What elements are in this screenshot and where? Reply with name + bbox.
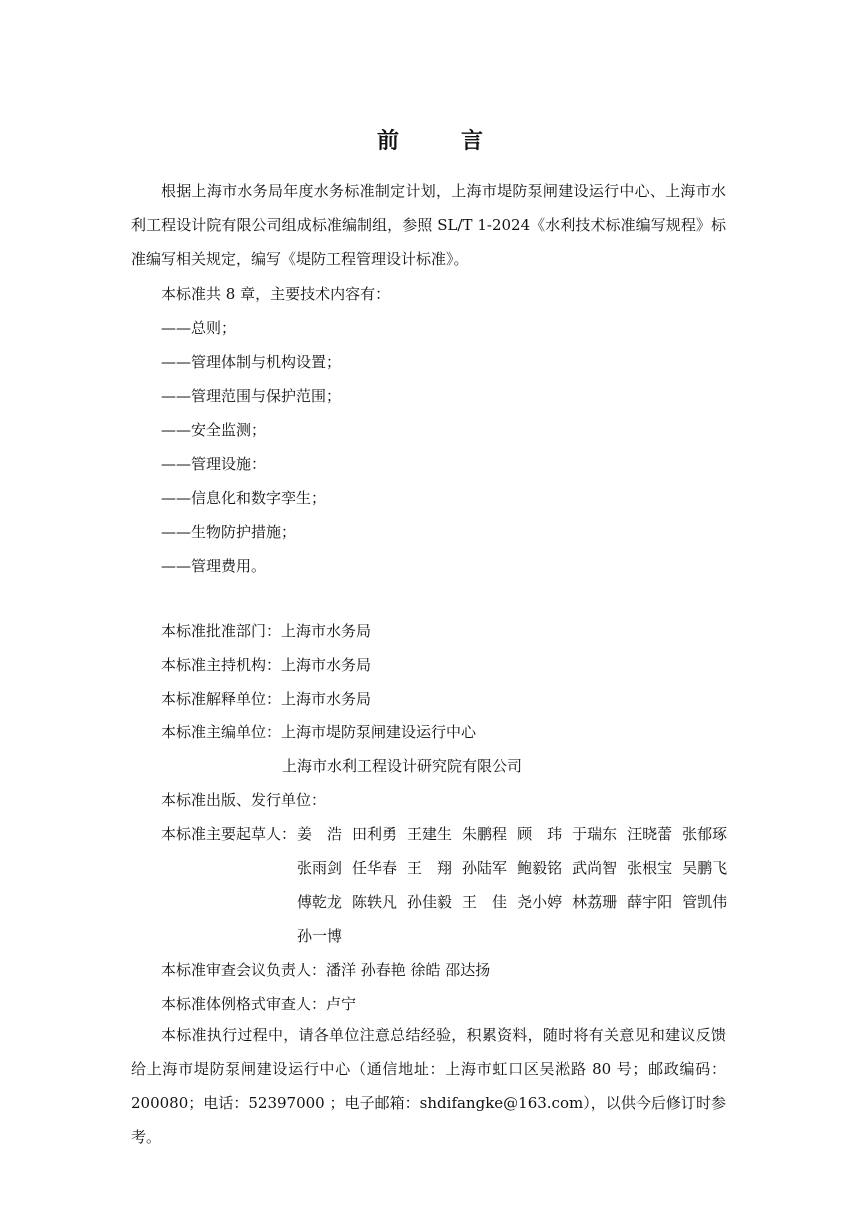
drafter-name: 孙陆军	[462, 859, 508, 877]
drafters-row	[297, 824, 737, 844]
chief-editor-org-1: 本标准主编单位：上海市堤防泵闸建设运行中心	[161, 723, 477, 741]
chapter-item: ——信息化和数字孪生；	[161, 489, 327, 507]
drafter-name: 朱鹏程	[462, 825, 508, 843]
drafters-row	[297, 892, 737, 912]
drafter-name: 田利勇	[352, 825, 398, 843]
chapter-item: ——管理范围与保护范围；	[161, 387, 342, 405]
drafters-row	[297, 858, 737, 878]
chapter-item: ——管理体制与机构设置；	[161, 353, 342, 371]
publisher: 本标准出版、发行单位：	[161, 791, 327, 809]
chapter-item: ——总则；	[161, 319, 237, 337]
drafter-name: 傅乾龙	[297, 893, 343, 911]
drafter-name: 陈轶凡	[352, 893, 398, 911]
feedback-paragraph: 本标准执行过程中，请各单位注意总结经验，积累资料，随时将有关意见和建议反馈给上海市堤防泵闸建设运行中心（通信地址：上海市虹口区吴淞路 80 号；邮政编码：200080；电话：52397000 ；电子邮箱：shdifangke@163.com），以供今后修订时参考。	[131, 1026, 726, 1146]
approval-dept: 本标准批准部门：上海市水务局	[161, 622, 372, 640]
drafter-name: 鲍毅铭	[517, 859, 563, 877]
drafter-name: 王建生	[407, 825, 453, 843]
review-heads: 本标准审查会议负责人：潘洋 孙春艳 徐皓 邵达扬	[161, 961, 491, 979]
chapter-item: ——管理费用。	[161, 557, 267, 575]
drafter-name: 姜 浩	[297, 825, 343, 843]
drafter-name: 任华春	[352, 859, 398, 877]
chapter-item: ——管理设施：	[161, 455, 267, 473]
interpret-org: 本标准解释单位：上海市水务局	[161, 690, 372, 708]
drafters-row	[297, 926, 352, 946]
chapter-item: ——安全监测；	[161, 421, 267, 439]
host-org: 本标准主持机构：上海市水务局	[161, 656, 372, 674]
drafter-name: 汪晓蕾	[627, 825, 673, 843]
drafter-name: 孙一博	[297, 927, 343, 945]
drafter-name: 薛宇阳	[627, 893, 673, 911]
drafter-name: 王 佳	[462, 893, 508, 911]
drafter-name: 张雨剑	[297, 859, 343, 877]
drafter-name: 管凯伟	[682, 893, 728, 911]
drafter-name: 张根宝	[627, 859, 673, 877]
chief-editor-org-2: 上海市水利工程设计研究院有限公司	[282, 757, 523, 775]
drafter-name: 武尚智	[572, 859, 618, 877]
drafter-name: 王 翔	[407, 859, 453, 877]
drafter-name: 林荔珊	[572, 893, 618, 911]
intro-paragraph: 根据上海市水务局年度水务标准制定计划，上海市堤防泵闸建设运行中心、上海市水利工程设计院有限公司组成标准编制组，参照 SL/T 1-2024《水利技术标准编写规程》标准编写相关规定，编写《堤防工程管理设计标准》。	[131, 182, 726, 268]
drafter-name: 吴鹏飞	[682, 859, 728, 877]
format-reviewer: 本标准体例格式审查人：卢宁	[161, 995, 357, 1013]
drafter-name: 孙佳毅	[407, 893, 453, 911]
page-title: 前 言	[376, 128, 503, 154]
drafter-name: 尧小婷	[517, 893, 563, 911]
drafter-name: 张郁琢	[682, 825, 728, 843]
chapters-intro: 本标准共 8 章，主要技术内容有：	[161, 285, 391, 303]
drafters-label: 本标准主要起草人：	[161, 825, 297, 843]
chapter-item: ——生物防护措施；	[161, 523, 297, 541]
drafter-name: 顾 玮	[517, 825, 563, 843]
drafter-name: 于瑞东	[572, 825, 618, 843]
